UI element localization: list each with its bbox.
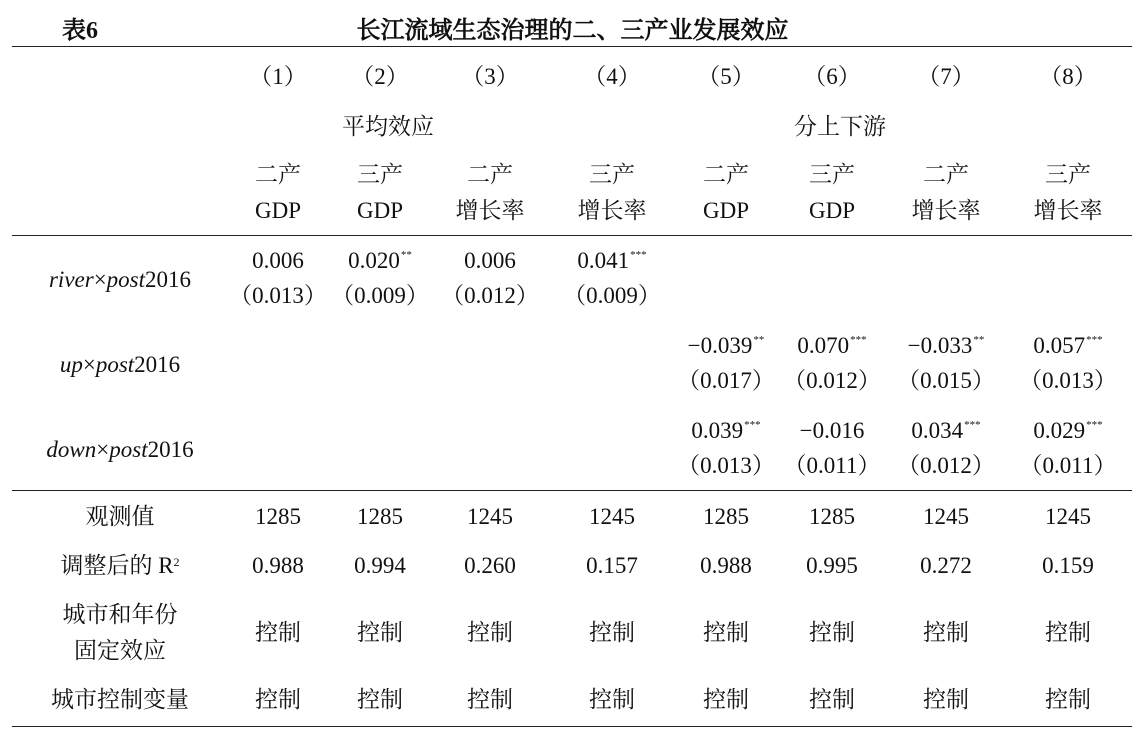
bottom-rule [12,726,1132,727]
table-title: 长江流域生态治理的二、三产业发展效应 [356,18,789,44]
obs-value: 1285 [357,504,403,529]
measure-header: 增长率 [577,198,647,223]
variable-name: river [48,267,94,292]
coef-value: 0.029 [1033,418,1086,443]
coef-river [464,248,516,274]
industry-header: 三产 [357,162,403,187]
significance-stars: ** [973,334,985,346]
post-name: post [106,267,146,292]
coef-value: −0.016 [799,418,865,443]
std-error-river: （0.009） [563,283,661,308]
std-error-river: （0.013） [229,283,327,308]
variable-name: up [59,352,83,377]
obs-value: 1285 [255,504,301,529]
std-error-down: （0.011） [783,453,881,478]
post-name: post [95,352,135,377]
fixed-effects-value: 控制 [923,620,969,645]
r2-label [60,553,179,579]
measure-header: GDP [702,198,750,223]
coef-value: −0.039 [687,333,753,358]
group-header-upstream-downstream: 分上下游 [794,114,886,139]
coef-down [1033,418,1102,444]
r2-value: 0.994 [354,553,406,578]
coef-down [911,418,980,444]
column-number: （6） [803,64,861,89]
top-rule [12,46,1132,47]
city-controls-value: 控制 [1045,687,1091,712]
coef-value: 0.070 [797,333,850,358]
column-number: （4） [583,64,641,89]
variable-label-up [60,347,180,382]
measure-header: 增长率 [911,198,981,223]
fixed-effects-value: 控制 [467,620,513,645]
column-number: （5） [697,64,755,89]
measure-header: 增长率 [1033,198,1103,223]
fixed-effects-label-line1: 城市和年份 [62,602,178,627]
coef-up [797,333,866,359]
measure-header: 增长率 [455,198,525,223]
industry-header: 三产 [1045,162,1091,187]
measure-header: GDP [254,198,302,223]
coef-value: 0.020 [348,248,400,273]
obs-value: 1245 [923,504,969,529]
column-number: （7） [917,64,975,89]
table-number: 表6 [62,18,98,44]
city-controls-value: 控制 [589,687,635,712]
significance-stars: ** [753,334,765,346]
r2-value: 0.988 [252,553,304,578]
city-controls-value: 控制 [809,687,855,712]
r2-value: 0.157 [586,553,638,578]
obs-value: 1245 [1045,504,1091,529]
significance-stars: *** [964,419,981,431]
city-controls-value: 控制 [923,687,969,712]
column-number: （1） [249,64,307,89]
post-name: post [109,437,148,462]
coef-up [1033,333,1102,359]
r2-label-text: 调整后的 R [60,553,174,578]
coef-down [691,418,760,444]
r2-value: 0.995 [806,553,858,578]
fixed-effects-label-line2: 固定效应 [74,638,166,663]
r2-superscript: 2 [173,555,180,569]
coef-value: 0.034 [911,418,964,443]
header-rule [12,235,1132,236]
industry-header: 二产 [467,162,513,187]
significance-stars: *** [744,419,761,431]
significance-stars: *** [1086,419,1103,431]
fixed-effects-value: 控制 [809,620,855,645]
measure-header: GDP [808,198,856,223]
fixed-effects-value: 控制 [589,620,635,645]
coef-value: 0.006 [252,248,304,273]
variable-name: down [46,437,97,462]
coef-value: 0.041 [577,248,630,273]
year: 2016 [134,352,181,377]
fixed-effects-value: 控制 [357,620,403,645]
r2-value: 0.159 [1042,553,1094,578]
city-controls-value: 控制 [357,687,403,712]
r2-value: 0.988 [700,553,752,578]
industry-header: 三产 [589,162,635,187]
std-error-up: （0.013） [1019,368,1117,393]
significance-stars: *** [630,249,647,261]
std-error-up: （0.017） [677,368,775,393]
coef-value: 0.057 [1033,333,1086,358]
significance-stars: ** [400,249,412,261]
coef-value: 0.039 [691,418,744,443]
times-sign: × [82,352,96,377]
std-error-up: （0.015） [897,368,995,393]
std-error-river: （0.009） [331,283,429,308]
std-error-river: （0.012） [441,283,539,308]
fixed-effects-value: 控制 [703,620,749,645]
obs-value: 1245 [589,504,635,529]
coef-value: 0.006 [464,248,516,273]
city-controls-label: 城市控制变量 [51,687,189,712]
body-rule [12,490,1132,491]
significance-stars: *** [1086,334,1103,346]
fixed-effects-value: 控制 [1045,620,1091,645]
year: 2016 [145,267,192,292]
city-controls-value: 控制 [255,687,301,712]
r2-value: 0.272 [920,553,972,578]
measure-header: GDP [356,198,404,223]
std-error-down: （0.012） [897,453,995,478]
obs-value: 1285 [809,504,855,529]
city-controls-value: 控制 [703,687,749,712]
r2-value: 0.260 [464,553,516,578]
fixed-effects-value: 控制 [255,620,301,645]
obs-value: 1285 [703,504,749,529]
year: 2016 [147,437,194,462]
variable-label-river [49,262,191,297]
group-header-average: 平均效应 [342,114,434,139]
column-number: （3） [461,64,519,89]
industry-header: 三产 [809,162,855,187]
coef-up [688,333,765,359]
coef-value: −0.033 [907,333,973,358]
times-sign: × [93,267,107,292]
column-number: （2） [351,64,409,89]
column-number: （8） [1039,64,1097,89]
coef-up [908,333,985,359]
industry-header: 二产 [703,162,749,187]
std-error-up: （0.012） [783,368,881,393]
variable-label-down [46,432,193,467]
std-error-down: （0.013） [677,453,775,478]
coef-river [252,248,304,274]
obs-value: 1245 [467,504,513,529]
std-error-down: （0.011） [1019,453,1117,478]
city-controls-value: 控制 [467,687,513,712]
times-sign: × [96,437,110,462]
coef-down [800,418,865,444]
industry-header: 二产 [255,162,301,187]
coef-river [348,248,412,274]
table-caption [0,4,1145,44]
coef-river [577,248,646,274]
industry-header: 二产 [923,162,969,187]
obs-label: 观测值 [85,504,155,529]
significance-stars: *** [850,334,867,346]
